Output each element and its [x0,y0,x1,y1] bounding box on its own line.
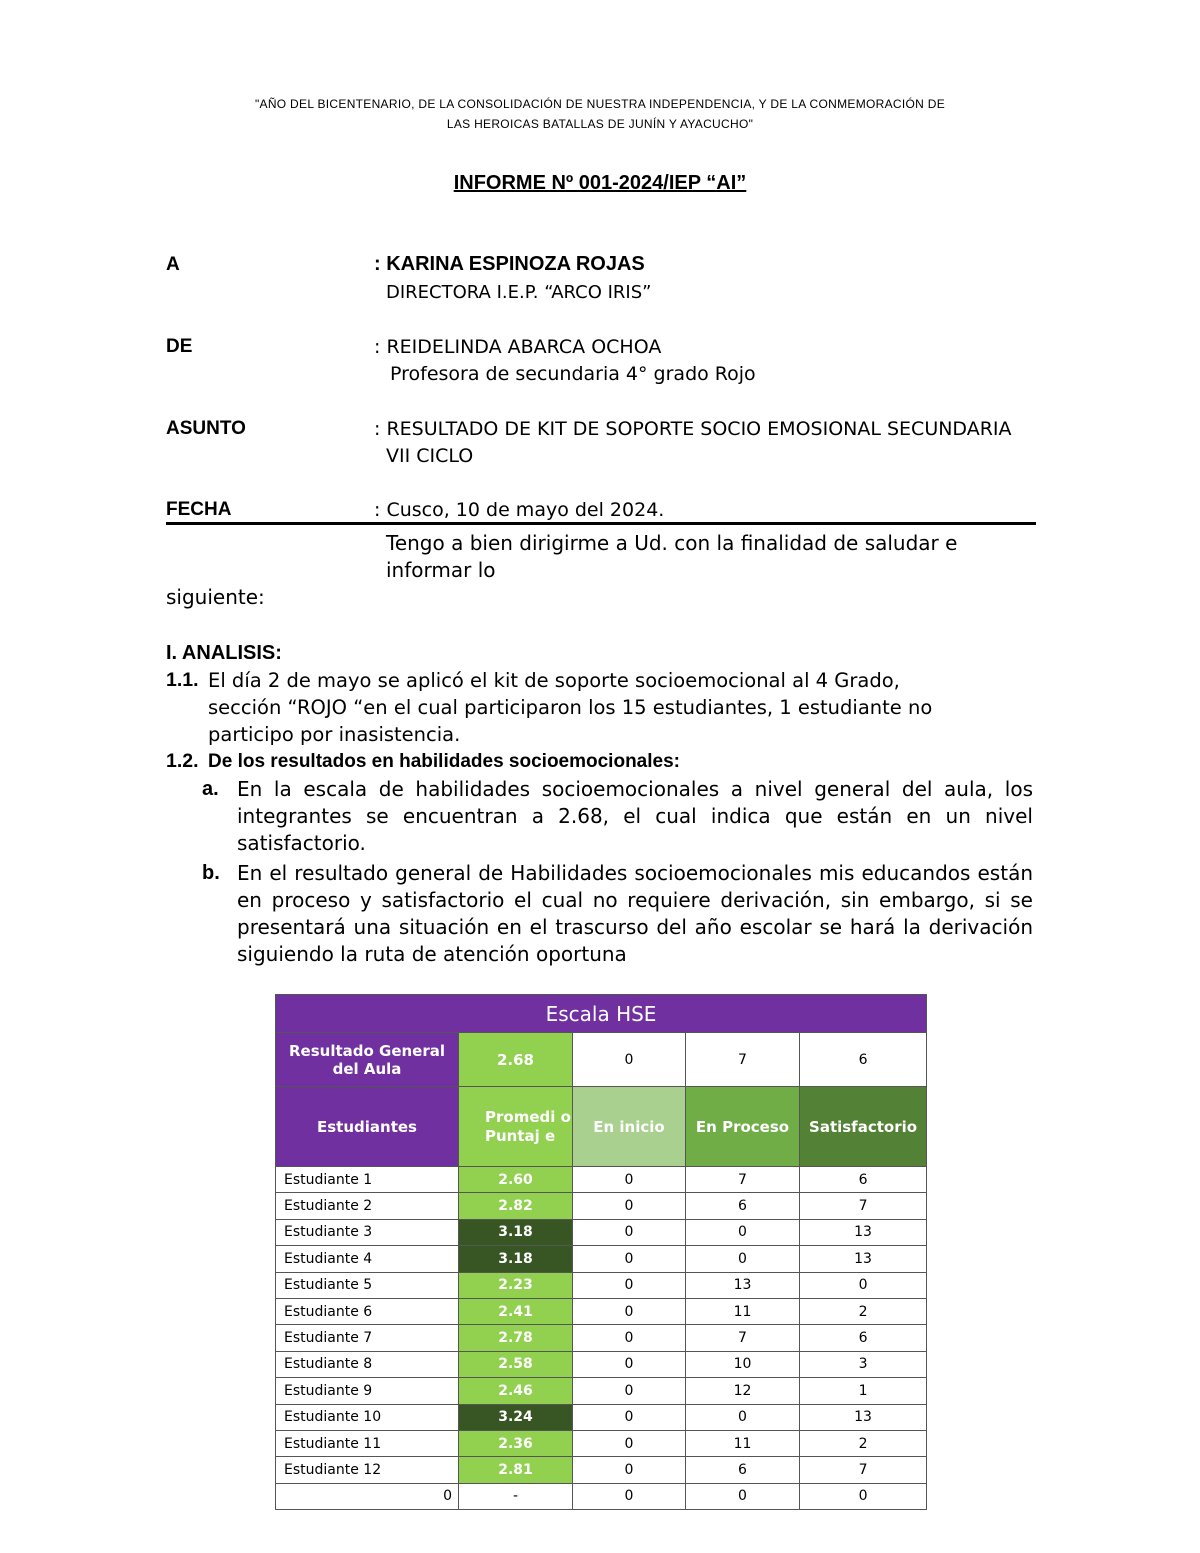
student-name: Estudiante 12 [276,1457,459,1483]
item-1-1-line-3: participo por inasistencia. [208,723,461,746]
table-row [276,1219,927,1245]
general-result-label: Resultado General del Aula [276,1033,459,1087]
header-divider [166,522,1036,525]
student-name: Estudiante 8 [276,1351,459,1377]
student-name: Estudiante 10 [276,1404,459,1430]
student-proceso: 11 [686,1298,800,1324]
item-a-letter: a. [202,778,219,800]
student-inicio: 0 [573,1325,686,1351]
item-1-1-number: 1.1. [166,669,199,691]
student-average: 2.23 [459,1272,573,1298]
student-name: Estudiante 6 [276,1298,459,1324]
table-row [276,1167,927,1193]
student-average: 2.36 [459,1430,573,1456]
student-satisfactorio: 2 [800,1298,927,1324]
student-proceso: 6 [686,1457,800,1483]
general-proceso: 7 [686,1033,800,1087]
table-row [276,1325,927,1351]
student-name: Estudiante 2 [276,1193,459,1219]
table-row [276,1351,927,1377]
student-proceso: 0 [686,1219,800,1245]
student-satisfactorio: 7 [800,1193,927,1219]
table-title: Escala HSE [276,995,927,1033]
student-proceso: 6 [686,1193,800,1219]
item-a-text: En la escala de habilidades socioemocionales a nivel general del aula, los integrantes se encuentran a 2.68, el cual indica que están en un nivel satisfactorio. [237,777,1033,855]
student-average: 3.18 [459,1219,573,1245]
item-1-2-text: De los resultados en habilidades socioemocionales [208,751,674,772]
date-label: FECHA [166,499,232,520]
table-row [276,1298,927,1324]
student-satisfactorio: 2 [800,1430,927,1456]
student-proceso: 7 [686,1167,800,1193]
empty-row-avg: - [459,1483,573,1509]
student-satisfactorio: 7 [800,1457,927,1483]
intro-line-1: Tengo a bien dirigirme a Ud. con la finalidad de saludar e [386,531,958,555]
student-inicio: 0 [573,1167,686,1193]
student-name: Estudiante 5 [276,1272,459,1298]
to-value: : KARINA ESPINOZA ROJAS [374,253,645,275]
student-average: 2.81 [459,1457,573,1483]
intro-line-3: siguiente: [166,585,265,609]
student-proceso: 11 [686,1430,800,1456]
table-row [276,1246,927,1272]
item-1-2-number: 1.2. [166,750,199,772]
student-inicio: 0 [573,1378,686,1404]
student-name: Estudiante 4 [276,1246,459,1272]
subject-label: ASUNTO [166,418,246,439]
student-average: 3.24 [459,1404,573,1430]
student-satisfactorio: 3 [800,1351,927,1377]
student-name: Estudiante 7 [276,1325,459,1351]
student-proceso: 0 [686,1404,800,1430]
student-inicio: 0 [573,1351,686,1377]
col-header-proceso: En Proceso [686,1087,800,1167]
student-average: 2.82 [459,1193,573,1219]
year-motto-line-1: "AÑO DEL BICENTENARIO, DE LA CONSOLIDACIÓN DE NUESTRA INDEPENDENCIA, Y DE LA CONMEMORACIÓN DE [254,97,946,111]
table-row [276,1193,927,1219]
student-satisfactorio: 1 [800,1378,927,1404]
general-inicio: 0 [573,1033,686,1087]
student-inicio: 0 [573,1298,686,1324]
student-satisfactorio: 0 [800,1272,927,1298]
student-satisfactorio: 13 [800,1404,927,1430]
from-position: Profesora de secundaria 4° grado Rojo [390,363,756,385]
year-motto-line-2: LAS HEROICAS BATALLAS DE JUNÍN Y AYACUCHO" [446,117,754,131]
subject-continuation: VII CICLO [386,445,474,467]
general-average: 2.68 [459,1033,573,1087]
table-row-empty [276,1483,927,1509]
student-inicio: 0 [573,1457,686,1483]
date-value: : Cusco, 10 de mayo del 2024. [374,499,665,521]
student-name: Estudiante 9 [276,1378,459,1404]
item-1-2-heading [208,748,680,775]
student-satisfactorio: 6 [800,1325,927,1351]
intro-line-2: informar lo [386,558,496,582]
student-average: 2.41 [459,1298,573,1324]
table-row [276,1404,927,1430]
col-header-satisfactorio: Satisfactorio [800,1087,927,1167]
student-proceso: 12 [686,1378,800,1404]
item-b-text: En el resultado general de Habilidades socioemocionales mis educandos están en proceso y satisfactorio el cual no requiere derivación, sin embargo, si se presentará una situación en el trascurso del año escolar se hará la derivación siguiendo la ruta de atención oportuna [237,861,1033,966]
col-header-estudiantes: Estudiantes [276,1087,459,1167]
student-proceso: 7 [686,1325,800,1351]
student-average: 2.46 [459,1378,573,1404]
hse-results-table [275,994,927,1510]
student-satisfactorio: 13 [800,1246,927,1272]
student-average: 3.18 [459,1246,573,1272]
student-name: Estudiante 3 [276,1219,459,1245]
empty-row-name: 0 [276,1483,459,1509]
item-1-2-colon: : [673,751,680,772]
student-satisfactorio: 6 [800,1167,927,1193]
empty-row-satisf: 0 [800,1483,927,1509]
empty-row-inicio: 0 [573,1483,686,1509]
student-name: Estudiante 1 [276,1167,459,1193]
student-inicio: 0 [573,1246,686,1272]
col-header-inicio: En inicio [573,1087,686,1167]
from-value: : REIDELINDA ABARCA OCHOA [374,336,662,358]
col-header-promedio: Promedi o Puntaj e [459,1087,573,1167]
student-proceso: 10 [686,1351,800,1377]
general-satisfactorio: 6 [800,1033,927,1087]
student-rows [276,1167,927,1484]
student-inicio: 0 [573,1193,686,1219]
to-position: DIRECTORA I.E.P. “ARCO IRIS” [386,282,652,303]
table-row [276,1430,927,1456]
table-row [276,1272,927,1298]
student-average: 2.58 [459,1351,573,1377]
student-inicio: 0 [573,1430,686,1456]
item-1-1-line-2: sección “ROJO “en el cual participaron los 15 estudiantes, 1 estudiante no [208,696,933,719]
empty-row-proceso: 0 [686,1483,800,1509]
student-average: 2.60 [459,1167,573,1193]
student-inicio: 0 [573,1272,686,1298]
student-average: 2.78 [459,1325,573,1351]
item-1-1-line-1: El día 2 de mayo se aplicó el kit de soporte socioemocional al 4 Grado, [208,669,900,692]
student-inicio: 0 [573,1404,686,1430]
student-proceso: 0 [686,1246,800,1272]
student-name: Estudiante 11 [276,1430,459,1456]
item-b-letter: b. [202,862,220,884]
student-proceso: 13 [686,1272,800,1298]
to-label: A [166,254,180,275]
from-label: DE [166,336,193,357]
table-row [276,1378,927,1404]
student-satisfactorio: 13 [800,1219,927,1245]
subject-value: : RESULTADO DE KIT DE SOPORTE SOCIO EMOSIONAL SECUNDARIA [374,418,1012,440]
analysis-heading: I. ANALISIS: [166,642,282,664]
student-inicio: 0 [573,1219,686,1245]
report-title: INFORME Nº 001-2024/IEP “AI” [453,172,747,194]
table-row [276,1457,927,1483]
